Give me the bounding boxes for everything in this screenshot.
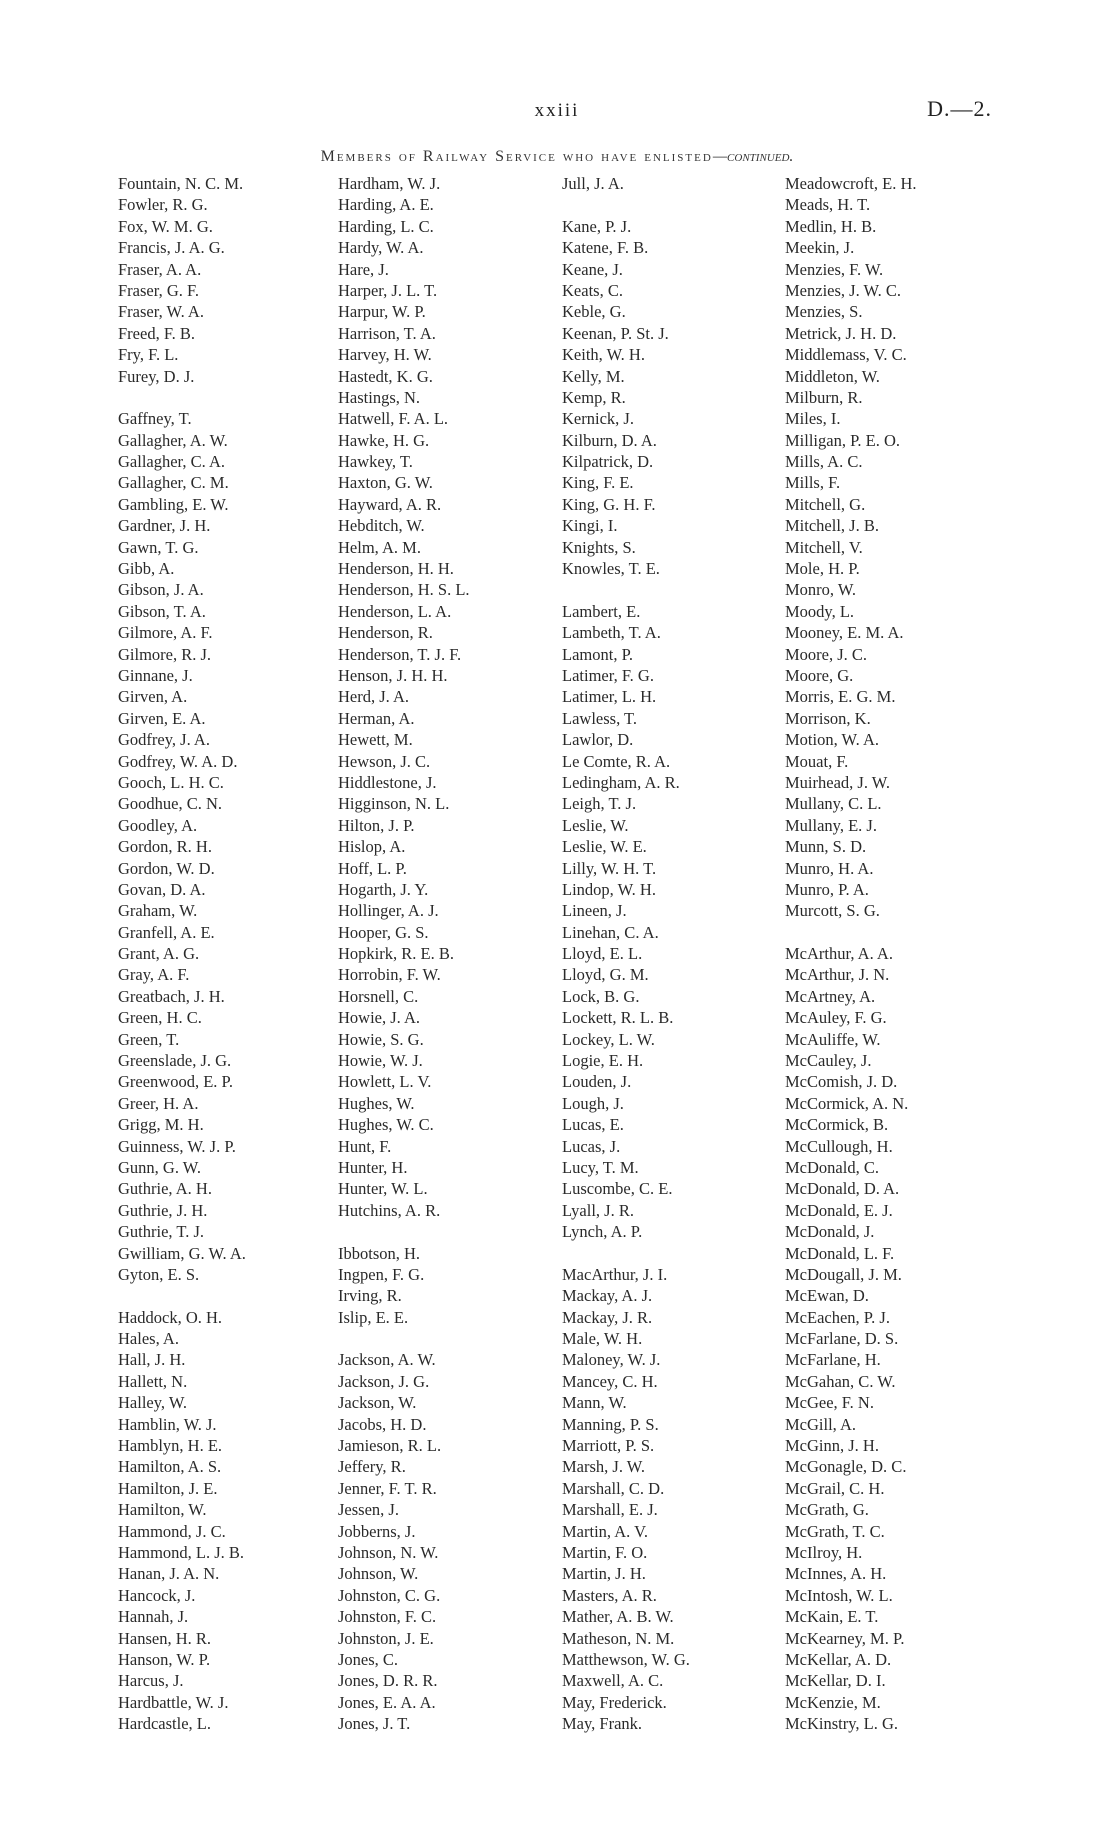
member-name: Mooney, E. M. A. [785,623,904,643]
member-name: Knights, S. [562,537,636,557]
member-name: Hawke, H. G. [338,430,430,450]
member-name: Manning, P. S. [562,1414,659,1434]
member-name: Howie, S. G. [338,1029,424,1049]
member-name: Maloney, W. J. [562,1350,661,1370]
member-name: Moore, J. C. [785,644,868,664]
member-name: McGrath, G. [785,1500,869,1520]
member-name: Lineen, J. [562,901,627,921]
member-name: Harding, A. E. [338,195,434,215]
member-name: Johnston, F. C. [338,1607,437,1627]
member-name: Meads, H. T. [785,195,871,215]
member-name: MacArthur, J. I. [562,1264,668,1284]
member-name: Hallett, N. [118,1371,188,1391]
member-name: Male, W. H. [562,1329,643,1349]
member-name: Keith, W. H. [562,345,645,365]
member-name: McFarlane, H. [785,1350,881,1370]
member-name: McComish, J. D. [785,1072,898,1092]
member-name: Harpur, W. P. [338,302,426,322]
member-name: Gambling, E. W. [118,494,229,514]
member-name: Hayward, A. R. [338,494,442,514]
member-name: Guthrie, J. H. [118,1200,208,1220]
member-name: Matheson, N. M. [562,1628,675,1648]
member-name: Gawn, T. G. [118,537,199,557]
member-name: Munro, P. A. [785,879,869,899]
member-name: King, G. H. F. [562,494,656,514]
member-name: Hunter, W. L. [338,1179,428,1199]
member-name: Harvey, H. W. [338,345,432,365]
member-name: Leigh, T. J. [562,794,637,814]
member-name: McDonald, E. J. [785,1200,893,1220]
member-name: Hannah, J. [118,1607,189,1627]
member-name: McGill, A. [785,1414,857,1434]
member-name: Gwilliam, G. W. A. [118,1243,246,1263]
member-name: Jenner, F. T. R. [338,1478,437,1498]
name-column-4 [785,173,1025,1735]
member-name: Martin, A. V. [562,1521,649,1541]
member-name: Jackson, J. G. [338,1371,430,1391]
member-name: Marshall, C. D. [562,1478,665,1498]
member-name: Kilpatrick, D. [562,452,654,472]
member-name: Lough, J. [562,1093,624,1113]
member-name: Lloyd, E. L. [562,944,643,964]
member-name: Hamilton, J. E. [118,1478,218,1498]
member-name: Howlett, L. V. [338,1072,432,1092]
member-name: Hislop, A. [338,837,406,857]
member-name: McGrath, T. C. [785,1521,885,1541]
member-name: Goodhue, C. N. [118,794,223,814]
member-name: Maxwell, A. C. [562,1671,664,1691]
member-name: Mackay, J. R. [562,1307,653,1327]
member-name: McDonald, D. A. [785,1179,900,1199]
member-name: Lyall, J. R. [562,1200,634,1220]
member-name: Hooper, G. S. [338,922,429,942]
member-name: Girven, E. A. [118,708,206,728]
member-name: McKearney, M. P. [785,1628,905,1648]
member-name: Katene, F. B. [562,238,649,258]
member-name: Fraser, G. F. [118,280,199,300]
member-name: Hamblin, W. J. [118,1414,217,1434]
member-name: Gardner, J. H. [118,516,211,536]
member-name: Kernick, J. [562,409,634,429]
member-name: McCormick, B. [785,1115,889,1135]
member-name: McCormick, A. N. [785,1093,909,1113]
member-name: Halley, W. [118,1393,188,1413]
member-name: Lambert, E. [562,601,641,621]
member-name: Menzies, S. [785,302,863,322]
member-name: Hunt, F. [338,1136,392,1156]
member-name: Morris, E. G. M. [785,687,896,707]
member-name: Mullany, E. J. [785,815,877,835]
member-name: Gyton, E. S. [118,1264,200,1284]
member-name: Gunn, G. W. [118,1157,201,1177]
name-column-3 [562,173,802,1735]
member-name: Hammond, L. J. B. [118,1543,245,1562]
member-name: Johnson, N. W. [338,1543,439,1562]
member-name: Latimer, F. G. [562,665,654,685]
member-name: Ledingham, A. R. [562,772,680,792]
member-name: Johnston, C. G. [338,1585,441,1605]
member-name: McCauley, J. [785,1051,872,1071]
member-name: McAuliffe, W. [785,1029,881,1049]
member-name: Le Comte, R. A. [562,751,671,771]
member-name: Hanan, J. A. N. [118,1564,220,1584]
member-name: Jobberns, J. [338,1521,416,1541]
member-name: Logie, E. H. [562,1051,644,1071]
member-name: Knowles, T. E. [562,559,660,579]
member-name: McArthur, A. A. [785,944,893,964]
member-name: Masters, A. R. [562,1585,657,1605]
member-name: Irving, R. [338,1286,402,1306]
member-name: McDonald, C. [785,1157,879,1177]
member-name: Francis, J. A. G. [118,238,225,258]
member-name: Fry, F. L. [118,345,179,365]
member-name: Henderson, T. J. F. [338,644,462,664]
member-name: McKellar, D. I. [785,1671,886,1691]
member-name: Higginson, N. L. [338,794,450,814]
member-name: Jones, J. T. [338,1714,411,1734]
member-name: Middlemass, V. C. [785,345,907,365]
member-name: Horsnell, C. [338,986,419,1006]
member-name: Leslie, W. E. [562,837,647,857]
member-name: Keane, J. [562,259,623,279]
member-name: Munro, H. A. [785,858,874,878]
member-name: Henderson, R. [338,623,433,643]
member-name: Guthrie, T. J. [118,1222,205,1242]
title-continued: —continued. [712,148,794,165]
member-name: Gordon, W. D. [118,858,215,878]
member-name: Hamblyn, H. E. [118,1436,223,1456]
member-name: Hammond, J. C. [118,1521,226,1541]
member-name: Herd, J. A. [338,687,410,707]
member-name: May, Frank. [562,1714,643,1734]
member-name: Hall, J. H. [118,1350,186,1370]
member-name: Granfell, A. E. [118,922,215,942]
member-name: Gallagher, A. W. [118,430,228,450]
member-name: Leslie, W. [562,815,629,835]
member-name: Medlin, H. B. [785,216,877,236]
member-name: Gaffney, T. [118,409,192,429]
member-name: Guinness, W. J. P. [118,1136,236,1156]
member-name: Hogarth, J. Y. [338,879,429,899]
member-name: Matthewson, W. G. [562,1649,690,1669]
member-name: Hardbattle, W. J. [118,1692,229,1712]
member-name: Henderson, H. S. L. [338,580,470,600]
member-name: Hebditch, W. [338,516,425,536]
member-name: May, Frederick. [562,1692,667,1712]
member-name: Meekin, J. [785,238,855,258]
member-name: Mitchell, V. [785,537,863,557]
member-name: Milligan, P. E. O. [785,430,901,450]
member-name: Gibb, A. [118,559,175,579]
member-name: McDonald, L. F. [785,1243,895,1263]
member-name: Jacobs, H. D. [338,1414,427,1434]
member-name: Freed, F. B. [118,323,196,343]
member-name: Fox, W. M. G. [118,216,213,236]
member-name: Metrick, J. H. D. [785,323,897,343]
member-name: Jackson, A. W. [338,1350,436,1370]
member-name: Munn, S. D. [785,837,867,857]
member-name: Greatbach, J. H. [118,986,225,1006]
member-name: Hancock, J. [118,1585,196,1605]
member-name: Hiddlestone, J. [338,772,437,792]
member-name: Hewett, M. [338,730,413,750]
member-name: Haddock, O. H. [118,1307,223,1327]
member-name: Howie, W. J. [338,1051,423,1071]
member-name: Henson, J. H. H. [338,665,448,685]
member-name: Mackay, A. J. [562,1286,653,1306]
member-name: Henderson, L. A. [338,601,452,621]
member-name: Helm, A. M. [338,537,421,557]
member-name: Greenslade, J. G. [118,1051,232,1071]
member-name: McAuley, F. G. [785,1008,887,1028]
name-column-2 [338,173,578,1735]
member-name: Islip, E. E. [338,1307,409,1327]
member-name: Hardcastle, L. [118,1714,211,1734]
member-name: Hoff, L. P. [338,858,407,878]
member-name: Keats, C. [562,280,623,300]
member-name: Marsh, J. W. [562,1457,645,1477]
member-name: McGee, F. N. [785,1393,874,1413]
member-name: Greenwood, E. P. [118,1072,234,1092]
member-name: Kingi, I. [562,516,618,536]
member-name: Lamont, P. [562,644,634,664]
member-name: Motion, W. A. [785,730,879,750]
member-name: Keenan, P. St. J. [562,323,669,343]
member-name: Govan, D. A. [118,879,206,899]
member-name: Martin, F. O. [562,1543,648,1562]
member-name: Jones, E. A. A. [338,1692,436,1712]
member-name: Kilburn, D. A. [562,430,657,450]
member-name: Hewson, J. C. [338,751,431,771]
member-name: Gordon, R. H. [118,837,212,857]
member-name: Harcus, J. [118,1671,184,1691]
member-name: Hunter, H. [338,1157,408,1177]
member-name: McFarlane, D. S. [785,1329,899,1349]
member-name: Jamieson, R. L. [338,1436,442,1456]
member-name: Ingpen, F. G. [338,1264,425,1284]
member-name: Lucy, T. M. [562,1157,639,1177]
member-name: McKain, E. T. [785,1607,879,1627]
member-name: Gallagher, C. M. [118,473,229,493]
member-name: Fraser, W. A. [118,302,204,322]
member-name: Gibson, T. A. [118,601,206,621]
member-name: Greer, H. A. [118,1093,199,1113]
member-name: Godfrey, J. A. [118,730,210,750]
member-name: Fowler, R. G. [118,195,208,215]
member-name: McCullough, H. [785,1136,893,1156]
member-name: Gooch, L. H. C. [118,772,224,792]
member-name: Gibson, J. A. [118,580,204,600]
member-name: Grant, A. G. [118,944,200,964]
member-name: McDougall, J. M. [785,1264,902,1284]
member-name: McIntosh, W. L. [785,1585,893,1605]
member-name: Grigg, M. H. [118,1115,204,1135]
member-name: Lawlor, D. [562,730,634,750]
member-name: Hilton, J. P. [338,815,415,835]
member-name: Hastedt, K. G. [338,366,433,386]
member-name: Hatwell, F. A. L. [338,409,449,429]
member-name: Mann, W. [562,1393,627,1413]
member-name: Menzies, F. W. [785,259,884,279]
member-name: Luscombe, C. E. [562,1179,673,1199]
member-name: King, F. E. [562,473,634,493]
member-name: Moore, G. [785,665,854,685]
member-name: Harding, L. C. [338,216,434,236]
title-text: Members of Railway Service who have enlisted [320,148,713,165]
member-name: Johnston, J. E. [338,1628,434,1648]
member-name: Jull, J. A. [562,174,624,193]
member-name: McDonald, J. [785,1222,875,1242]
member-name: McInnes, A. H. [785,1564,887,1584]
member-name: McEwan, D. [785,1286,869,1306]
member-name: Mullany, C. L. [785,794,882,814]
member-name: Gray, A. F. [118,965,190,985]
member-name: McGrail, C. H. [785,1478,885,1498]
member-name: Horrobin, F. W. [338,965,441,985]
member-name: Lilly, W. H. T. [562,858,657,878]
member-name: Milburn, R. [785,387,863,407]
member-name: McGinn, J. H. [785,1436,879,1456]
member-name: Hamilton, A. S. [118,1457,222,1477]
member-name: Graham, W. [118,901,198,921]
member-name: Linehan, C. A. [562,922,659,942]
member-name: Green, H. C. [118,1008,202,1028]
member-name: Gallagher, C. A. [118,452,226,472]
member-name: Latimer, L. H. [562,687,657,707]
member-name: McKellar, A. D. [785,1649,892,1669]
member-name: Ginnane, J. [118,665,193,685]
member-name: Lockey, L. W. [562,1029,655,1049]
member-name: Lynch, A. P. [562,1222,643,1242]
member-name: Hanson, W. P. [118,1649,211,1669]
member-name: Monro, W. [785,580,857,600]
member-name: McGonagle, D. C. [785,1457,907,1477]
member-name: Hutchins, A. R. [338,1200,441,1220]
member-name: Hamilton, W. [118,1500,207,1520]
member-name: McIlroy, H. [785,1543,863,1562]
member-name: Martin, J. H. [562,1564,646,1584]
member-name: Mills, A. C. [785,452,863,472]
member-name: Goodley, A. [118,815,198,835]
member-name: Murcott, S. G. [785,901,880,921]
member-name: Kane, P. J. [562,216,632,236]
member-name: Moody, L. [785,601,855,621]
member-name: Green, T. [118,1029,180,1049]
member-name: Fraser, A. A. [118,259,202,279]
member-name: Hare, J. [338,259,389,279]
member-name: Lock, B. G. [562,986,640,1006]
member-name: Jessen, J. [338,1500,399,1520]
member-name: Girven, A. [118,687,188,707]
member-name: Miles, I. [785,409,841,429]
member-name: Jones, C. [338,1649,399,1669]
member-name: Jeffery, R. [338,1457,406,1477]
member-name: Lindop, W. H. [562,879,656,899]
member-name: Hastings, N. [338,387,421,407]
member-name: Herman, A. [338,708,415,728]
member-name: Mather, A. B. W. [562,1607,674,1627]
member-name: Johnson, W. [338,1564,419,1584]
member-name: Hughes, W. [338,1093,415,1113]
member-name: Muirhead, J. W. [785,772,890,792]
member-name: Harper, J. L. T. [338,280,438,300]
member-name: Middleton, W. [785,366,880,386]
member-name: Mitchell, J. B. [785,516,879,536]
member-name: Keble, G. [562,302,626,322]
member-name: Harrison, T. A. [338,323,436,343]
member-name: Lucas, E. [562,1115,624,1135]
member-name: Mouat, F. [785,751,849,771]
member-name: McArthur, J. N. [785,965,890,985]
member-name: Hopkirk, R. E. B. [338,944,454,964]
member-name: Hardham, W. J. [338,174,441,193]
member-name: Marriott, P. S. [562,1436,655,1456]
name-column-1 [118,173,358,1735]
member-name: Jones, D. R. R. [338,1671,438,1691]
member-name: Lawless, T. [562,708,637,728]
member-name: Howie, J. A. [338,1008,421,1028]
member-name: Morrison, K. [785,708,871,728]
member-name: Mitchell, G. [785,494,866,514]
member-name: McGahan, C. W. [785,1371,896,1391]
member-name: Guthrie, A. H. [118,1179,212,1199]
page-title [0,148,1114,166]
member-name: Ibbotson, H. [338,1243,421,1263]
member-name: Lambeth, T. A. [562,623,661,643]
member-name: Gilmore, R. J. [118,644,212,664]
member-name: Henderson, H. H. [338,559,454,579]
member-name: Mancey, C. H. [562,1371,658,1391]
member-name: Kelly, M. [562,366,625,386]
member-name: Godfrey, W. A. D. [118,751,238,771]
member-name: Louden, J. [562,1072,632,1092]
member-name: Kemp, R. [562,387,626,407]
member-name: Hardy, W. A. [338,238,424,258]
member-name: Menzies, J. W. C. [785,280,901,300]
member-name: McKinstry, L. G. [785,1714,899,1734]
member-name: Meadowcroft, E. H. [785,174,917,193]
member-name: Mole, H. P. [785,559,860,579]
member-name: Marshall, E. J. [562,1500,658,1520]
member-name: Lockett, R. L. B. [562,1008,674,1028]
member-name: Lloyd, G. M. [562,965,649,985]
member-name: McArtney, A. [785,986,876,1006]
member-name: Hawkey, T. [338,452,413,472]
member-name: Hansen, H. R. [118,1628,212,1648]
document-reference: D.—2. [927,96,992,121]
member-name: Lucas, J. [562,1136,621,1156]
member-name: Furey, D. J. [118,366,195,386]
member-name: McKenzie, M. [785,1692,881,1712]
member-name: Hughes, W. C. [338,1115,434,1135]
member-name: Hales, A. [118,1329,179,1349]
member-name: McEachen, P. J. [785,1307,890,1327]
page-number: xxiii [534,100,580,121]
member-name: Haxton, G. W. [338,473,433,493]
member-name: Gilmore, A. F. [118,623,213,643]
member-name: Hollinger, A. J. [338,901,439,921]
member-name: Fountain, N. C. M. [118,174,244,193]
member-name: Jackson, W. [338,1393,417,1413]
member-name: Mills, F. [785,473,841,493]
